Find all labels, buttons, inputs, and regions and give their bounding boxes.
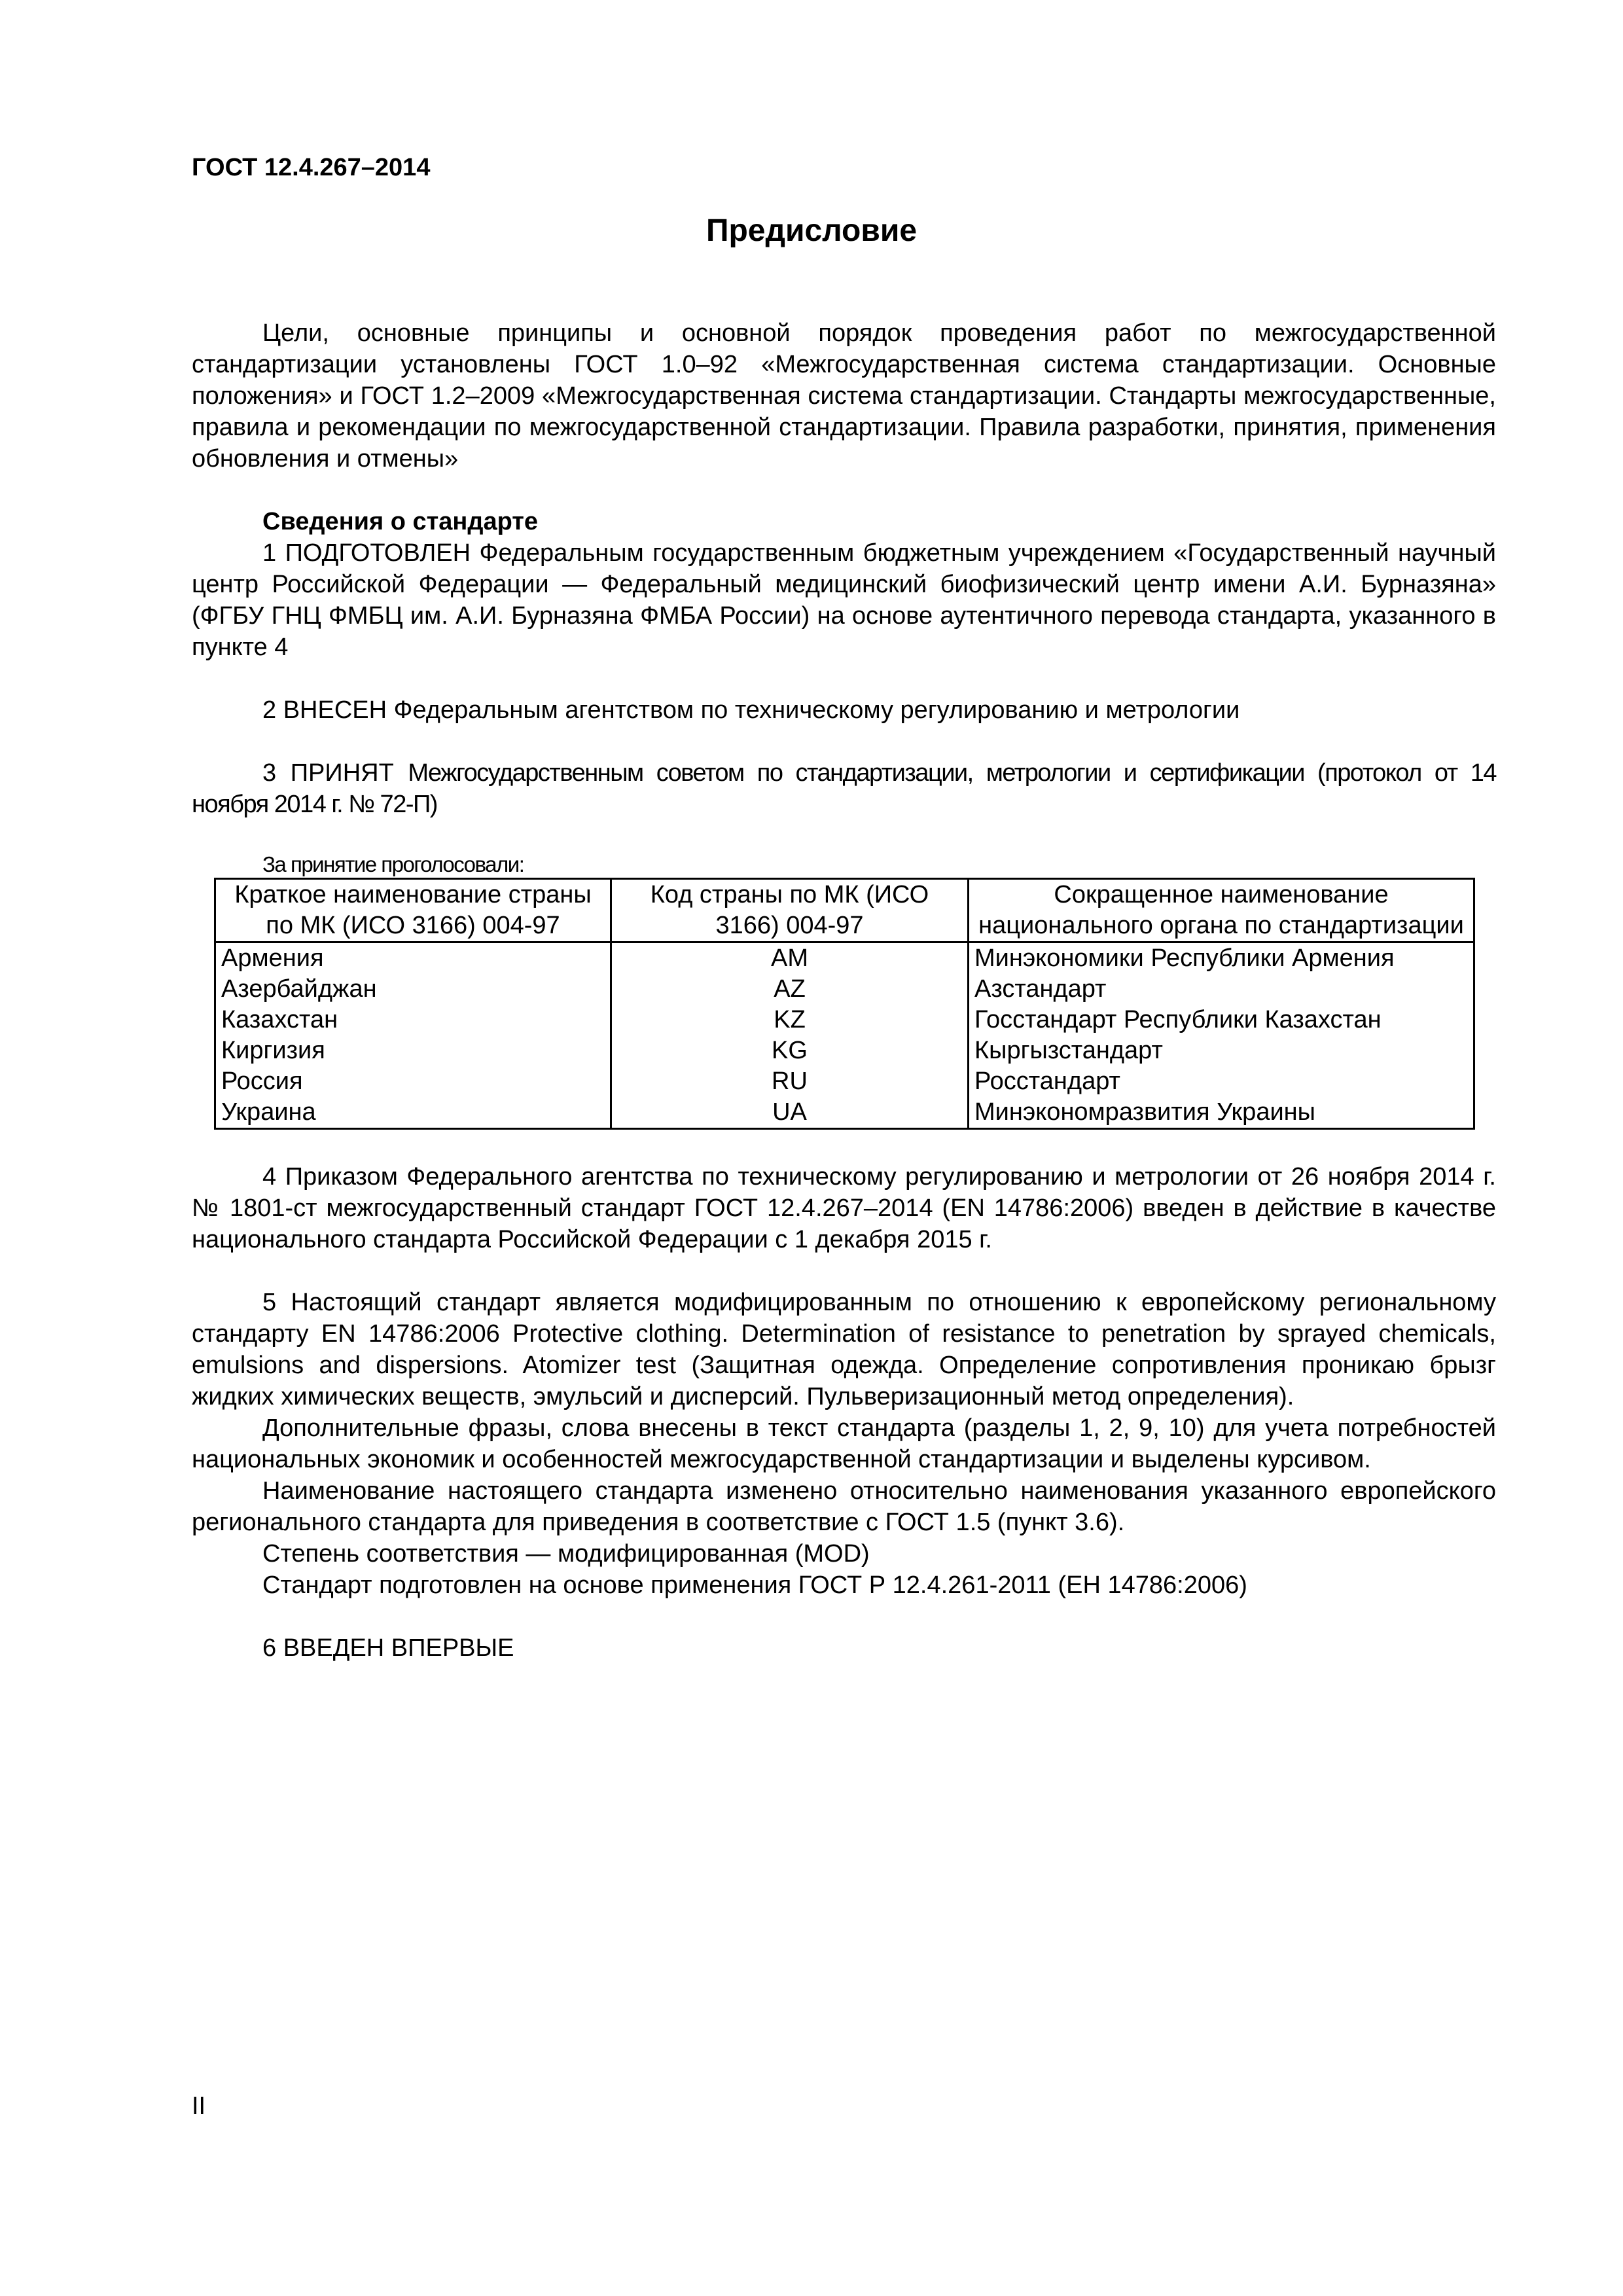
column-header-body: Сокращенное наименование национального органа по стандартизации xyxy=(969,879,1474,942)
document-id-header: ГОСТ 12.4.267–2014 xyxy=(192,154,431,181)
member-states-table xyxy=(214,878,1475,1130)
item-5-additional-paragraph: Дополнительные фразы, слова внесены в текст стандарта (разделы 1, 2, 9, 10) для учета потребностей национальных экономик и особенностей межгосударственной стандартизации и выделены курсивом. xyxy=(192,1414,1496,1473)
country-cell: Россия xyxy=(215,1066,611,1097)
foreword-body xyxy=(192,317,1496,1664)
body-cell: Кыргызстандарт xyxy=(969,1035,1474,1066)
table-row xyxy=(215,1066,1474,1097)
country-cell: Киргизия xyxy=(215,1035,611,1066)
item-5-degree-paragraph: Степень соответствия — модифицированная (MOD) xyxy=(262,1540,870,1568)
item-4-paragraph: 4 Приказом Федерального агентства по техническому регулированию и метрологии от 26 ноября 2014 г. № 1801-ст межгосударственный стандарт ГОСТ 12.4.267–2014 (EN 14786:2006) введен в действие в качестве национального стандарта Российской Федерации с 1 декабря 2015 г. xyxy=(192,1163,1496,1253)
vote-caption: За принятие проголосовали: xyxy=(262,852,524,876)
country-cell: Азербайджан xyxy=(215,974,611,1005)
table-row xyxy=(215,942,1474,975)
item-2-paragraph: 2 ВНЕСЕН Федеральным агентством по техническому регулированию и метрологии xyxy=(262,696,1240,724)
item-1-paragraph: 1 ПОДГОТОВЛЕН Федеральным государственным бюджетным учреждением «Государственный научный центр Российской Федерации — Федеральный медицинский биофизический центр имени А.И. Бурназяна» (ФГБУ ГНЦ ФМБЦ им. А.И. Бурназяна ФМБА России) на основе аутентичного перевода стандарта, указанного в пункте 4 xyxy=(192,539,1496,661)
table-row xyxy=(215,1035,1474,1066)
code-cell: KZ xyxy=(611,1005,969,1035)
body-cell: Росстандарт xyxy=(969,1066,1474,1097)
item-5-name-change-paragraph: Наименование настоящего стандарта изменено относительно наименования указанного европейского регионального стандарта для приведения в соответствие с ГОСТ 1.5 (пункт 3.6). xyxy=(192,1477,1496,1536)
body-cell: Азстандарт xyxy=(969,974,1474,1005)
item-5-basis-paragraph: Стандарт подготовлен на основе применения ГОСТ Р 12.4.261-2011 (ЕН 14786:2006) xyxy=(262,1571,1247,1599)
body-cell: Минэкономики Республики Армения xyxy=(969,942,1474,975)
table-row xyxy=(215,974,1474,1005)
column-header-code: Код страны по МК (ИСО 3166) 004-97 xyxy=(611,879,969,942)
item-3-text: Межгосударственным советом по стандартизации, метрологии и сертификации (протокол от 14 ноября 2014 г. № 72-П) xyxy=(192,759,1496,818)
country-cell: Казахстан xyxy=(215,1005,611,1035)
intro-paragraph: Цели, основные принципы и основной порядок проведения работ по межгосударственной стандартизации установлены ГОСТ 1.0–92 «Межгосударственная система стандартизации. Основные положения» и ГОСТ 1.2–2009 «Межгосударственная система стандартизации. Стандарты межгосударственные, правила и рекомендации по межгосударственной стандартизации. Правила разработки, принятия, применения обновления и отмены» xyxy=(192,319,1496,473)
page-number: II xyxy=(192,2092,206,2120)
country-cell: Украина xyxy=(215,1097,611,1129)
item-5-paragraph: 5 Настоящий стандарт является модифицированным по отношению к европейскому региональному стандарту EN 14786:2006 Protective clothing. Determination of resistance to penetration by sprayed chemicals, emulsions and dispersions. Atomizer test (Защитная одежда. Определение сопротивления проникаю брызг жидких химических веществ, эмульсий и дисперсий. Пульверизационный метод определения). xyxy=(192,1289,1496,1410)
table-row xyxy=(215,1097,1474,1129)
info-heading: Сведения о стандарте xyxy=(262,508,539,535)
body-cell: Госстандарт Республики Казахстан xyxy=(969,1005,1474,1035)
code-cell: KG xyxy=(611,1035,969,1066)
code-cell: UA xyxy=(611,1097,969,1129)
body-cell: Минэкономразвития Украины xyxy=(969,1097,1474,1129)
code-cell: AZ xyxy=(611,974,969,1005)
table-header-row xyxy=(215,879,1474,942)
item-6-paragraph: 6 ВВЕДЕН ВПЕРВЫЕ xyxy=(262,1634,514,1662)
item-3-paragraph xyxy=(192,757,1496,820)
column-header-country: Краткое наименование страны по МК (ИСО 3166) 004-97 xyxy=(215,879,611,942)
page-title: Предисловие xyxy=(705,213,918,248)
item-3-lead: 3 ПРИНЯТ xyxy=(262,759,394,787)
country-cell: Армения xyxy=(215,942,611,975)
code-cell: RU xyxy=(611,1066,969,1097)
table-row xyxy=(215,1005,1474,1035)
code-cell: AM xyxy=(611,942,969,975)
